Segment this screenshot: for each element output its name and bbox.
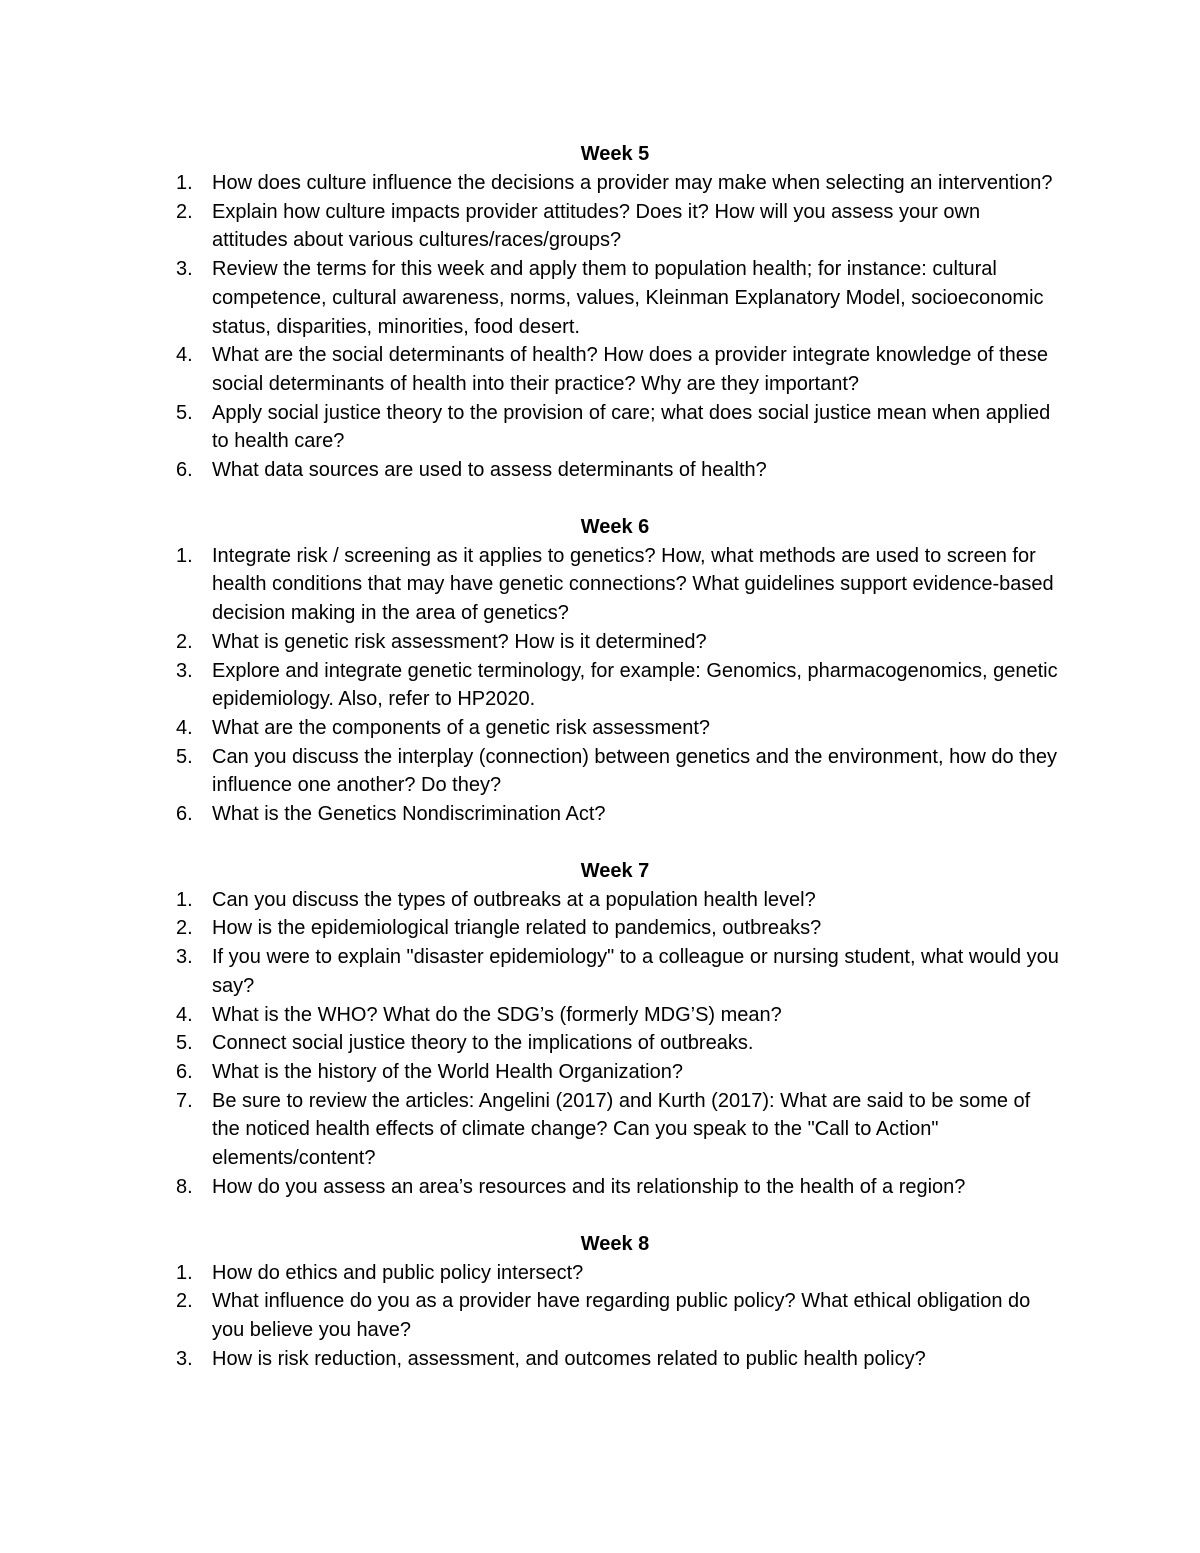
item-text: What data sources are used to assess determinants of health?	[212, 459, 767, 482]
list-item	[170, 1287, 1060, 1344]
week-6-section	[170, 513, 1060, 829]
week-5-heading: Week 5	[580, 143, 650, 165]
week-7-question-list	[170, 886, 1060, 1202]
list-item	[170, 628, 1060, 657]
item-text: How do you assess an area’s resources and its relationship to the health of a region?	[212, 1175, 966, 1198]
item-number: 6.	[176, 1060, 193, 1083]
item-text: Integrate risk / screening as it applies to genetics? How, what methods are used to screen for health conditions that may have genetic connections? What guidelines support evidence-based decision making in the area of genetics?	[212, 544, 1054, 625]
list-item	[170, 169, 1060, 198]
item-number: 1.	[176, 544, 193, 567]
week-8-section	[170, 1230, 1060, 1374]
item-number: 6.	[176, 803, 193, 826]
item-number: 7.	[176, 1089, 193, 1112]
week-5-section	[170, 140, 1060, 485]
item-number: 1.	[176, 888, 193, 911]
item-number: 1.	[176, 172, 193, 194]
list-item	[170, 800, 1060, 829]
week-8-question-list	[170, 1259, 1060, 1374]
item-text: What are the social determinants of health? How does a provider integrate knowledge of these social determinants of health into their practice? Why are they important?	[212, 344, 1049, 395]
item-number: 5.	[176, 1032, 193, 1055]
item-number: 5.	[176, 745, 193, 768]
item-text: Be sure to review the articles: Angelini (2017) and Kurth (2017): What are said to be some of the noticed health effects of climate change? Can you speak to the "Call to Action" elements/content?	[212, 1089, 1031, 1170]
item-number: 5.	[176, 401, 193, 424]
list-item	[170, 1087, 1060, 1173]
item-number: 1.	[176, 1261, 193, 1284]
item-number: 2.	[176, 1290, 193, 1313]
week-7-heading: Week 7	[580, 859, 650, 882]
item-text: What is the WHO? What do the SDG’s (formerly MDG’S) mean?	[212, 1003, 782, 1026]
item-text: How does culture influence the decisions a provider may make when selecting an intervention?	[212, 172, 1053, 194]
item-text: How is the epidemiological triangle related to pandemics, outbreaks?	[212, 917, 822, 940]
item-number: 2.	[176, 630, 193, 653]
list-item	[170, 1259, 1060, 1288]
week-6-question-list	[170, 542, 1060, 829]
item-number: 3.	[176, 659, 193, 682]
week-5-question-list	[170, 169, 1060, 485]
week-6-heading: Week 6	[580, 515, 650, 538]
item-text: Review the terms for this week and apply them to population health; for instance: cultural competence, cultural awareness, norms, values, Kleinman Explanatory Model, socioeconomic status, disparities, minorities, food desert.	[212, 258, 1044, 338]
item-number: 8.	[176, 1175, 193, 1198]
item-text: Can you discuss the types of outbreaks at a population health level?	[212, 888, 816, 911]
document-content	[170, 140, 1060, 1401]
item-number: 4.	[176, 716, 193, 739]
item-text: Explore and integrate genetic terminology, for example: Genomics, pharmacogenomics, genetic epidemiology. Also, refer to HP2020.	[212, 659, 1058, 711]
item-number: 2.	[176, 917, 193, 940]
list-item	[170, 1029, 1060, 1058]
list-item	[170, 1345, 1060, 1374]
list-item	[170, 657, 1060, 714]
list-item	[170, 714, 1060, 743]
list-item	[170, 341, 1060, 398]
item-text: What is genetic risk assessment? How is it determined?	[212, 630, 707, 653]
item-number: 4.	[176, 344, 193, 367]
list-item	[170, 542, 1060, 628]
week-7-section	[170, 857, 1060, 1202]
list-item	[170, 255, 1060, 341]
item-text: Explain how culture impacts provider attitudes? Does it? How will you assess your own attitudes about various cultures/races/groups?	[212, 200, 981, 252]
item-number: 3.	[176, 1347, 193, 1370]
item-text: How is risk reduction, assessment, and outcomes related to public health policy?	[212, 1347, 926, 1370]
item-text: What influence do you as a provider have regarding public policy? What ethical obligation do you believe you have?	[212, 1290, 1031, 1341]
item-number: 2.	[176, 200, 193, 223]
week-8-heading: Week 8	[580, 1232, 650, 1255]
item-number: 4.	[176, 1003, 193, 1026]
list-item	[170, 198, 1060, 255]
list-item	[170, 1173, 1060, 1202]
item-text: What are the components of a genetic risk assessment?	[212, 716, 711, 739]
item-text: What is the Genetics Nondiscrimination Act?	[212, 803, 606, 826]
item-text: Apply social justice theory to the provision of care; what does social justice mean when applied to health care?	[212, 401, 1051, 453]
item-text: Connect social justice theory to the implications of outbreaks.	[212, 1032, 754, 1055]
list-item	[170, 399, 1060, 456]
list-item	[170, 1001, 1060, 1030]
item-number: 6.	[176, 459, 193, 482]
item-text: If you were to explain "disaster epidemiology" to a colleague or nursing student, what would you say?	[212, 946, 1059, 997]
list-item	[170, 914, 1060, 943]
list-item	[170, 943, 1060, 1000]
item-text: Can you discuss the interplay (connection) between genetics and the environment, how do they influence one another? Do they?	[212, 745, 1057, 797]
list-item	[170, 743, 1060, 800]
list-item	[170, 456, 1060, 485]
item-number: 3.	[176, 946, 193, 969]
item-text: What is the history of the World Health Organization?	[212, 1060, 683, 1083]
item-number: 3.	[176, 258, 193, 281]
list-item	[170, 1058, 1060, 1087]
item-text: How do ethics and public policy intersect?	[212, 1261, 584, 1284]
list-item	[170, 886, 1060, 915]
